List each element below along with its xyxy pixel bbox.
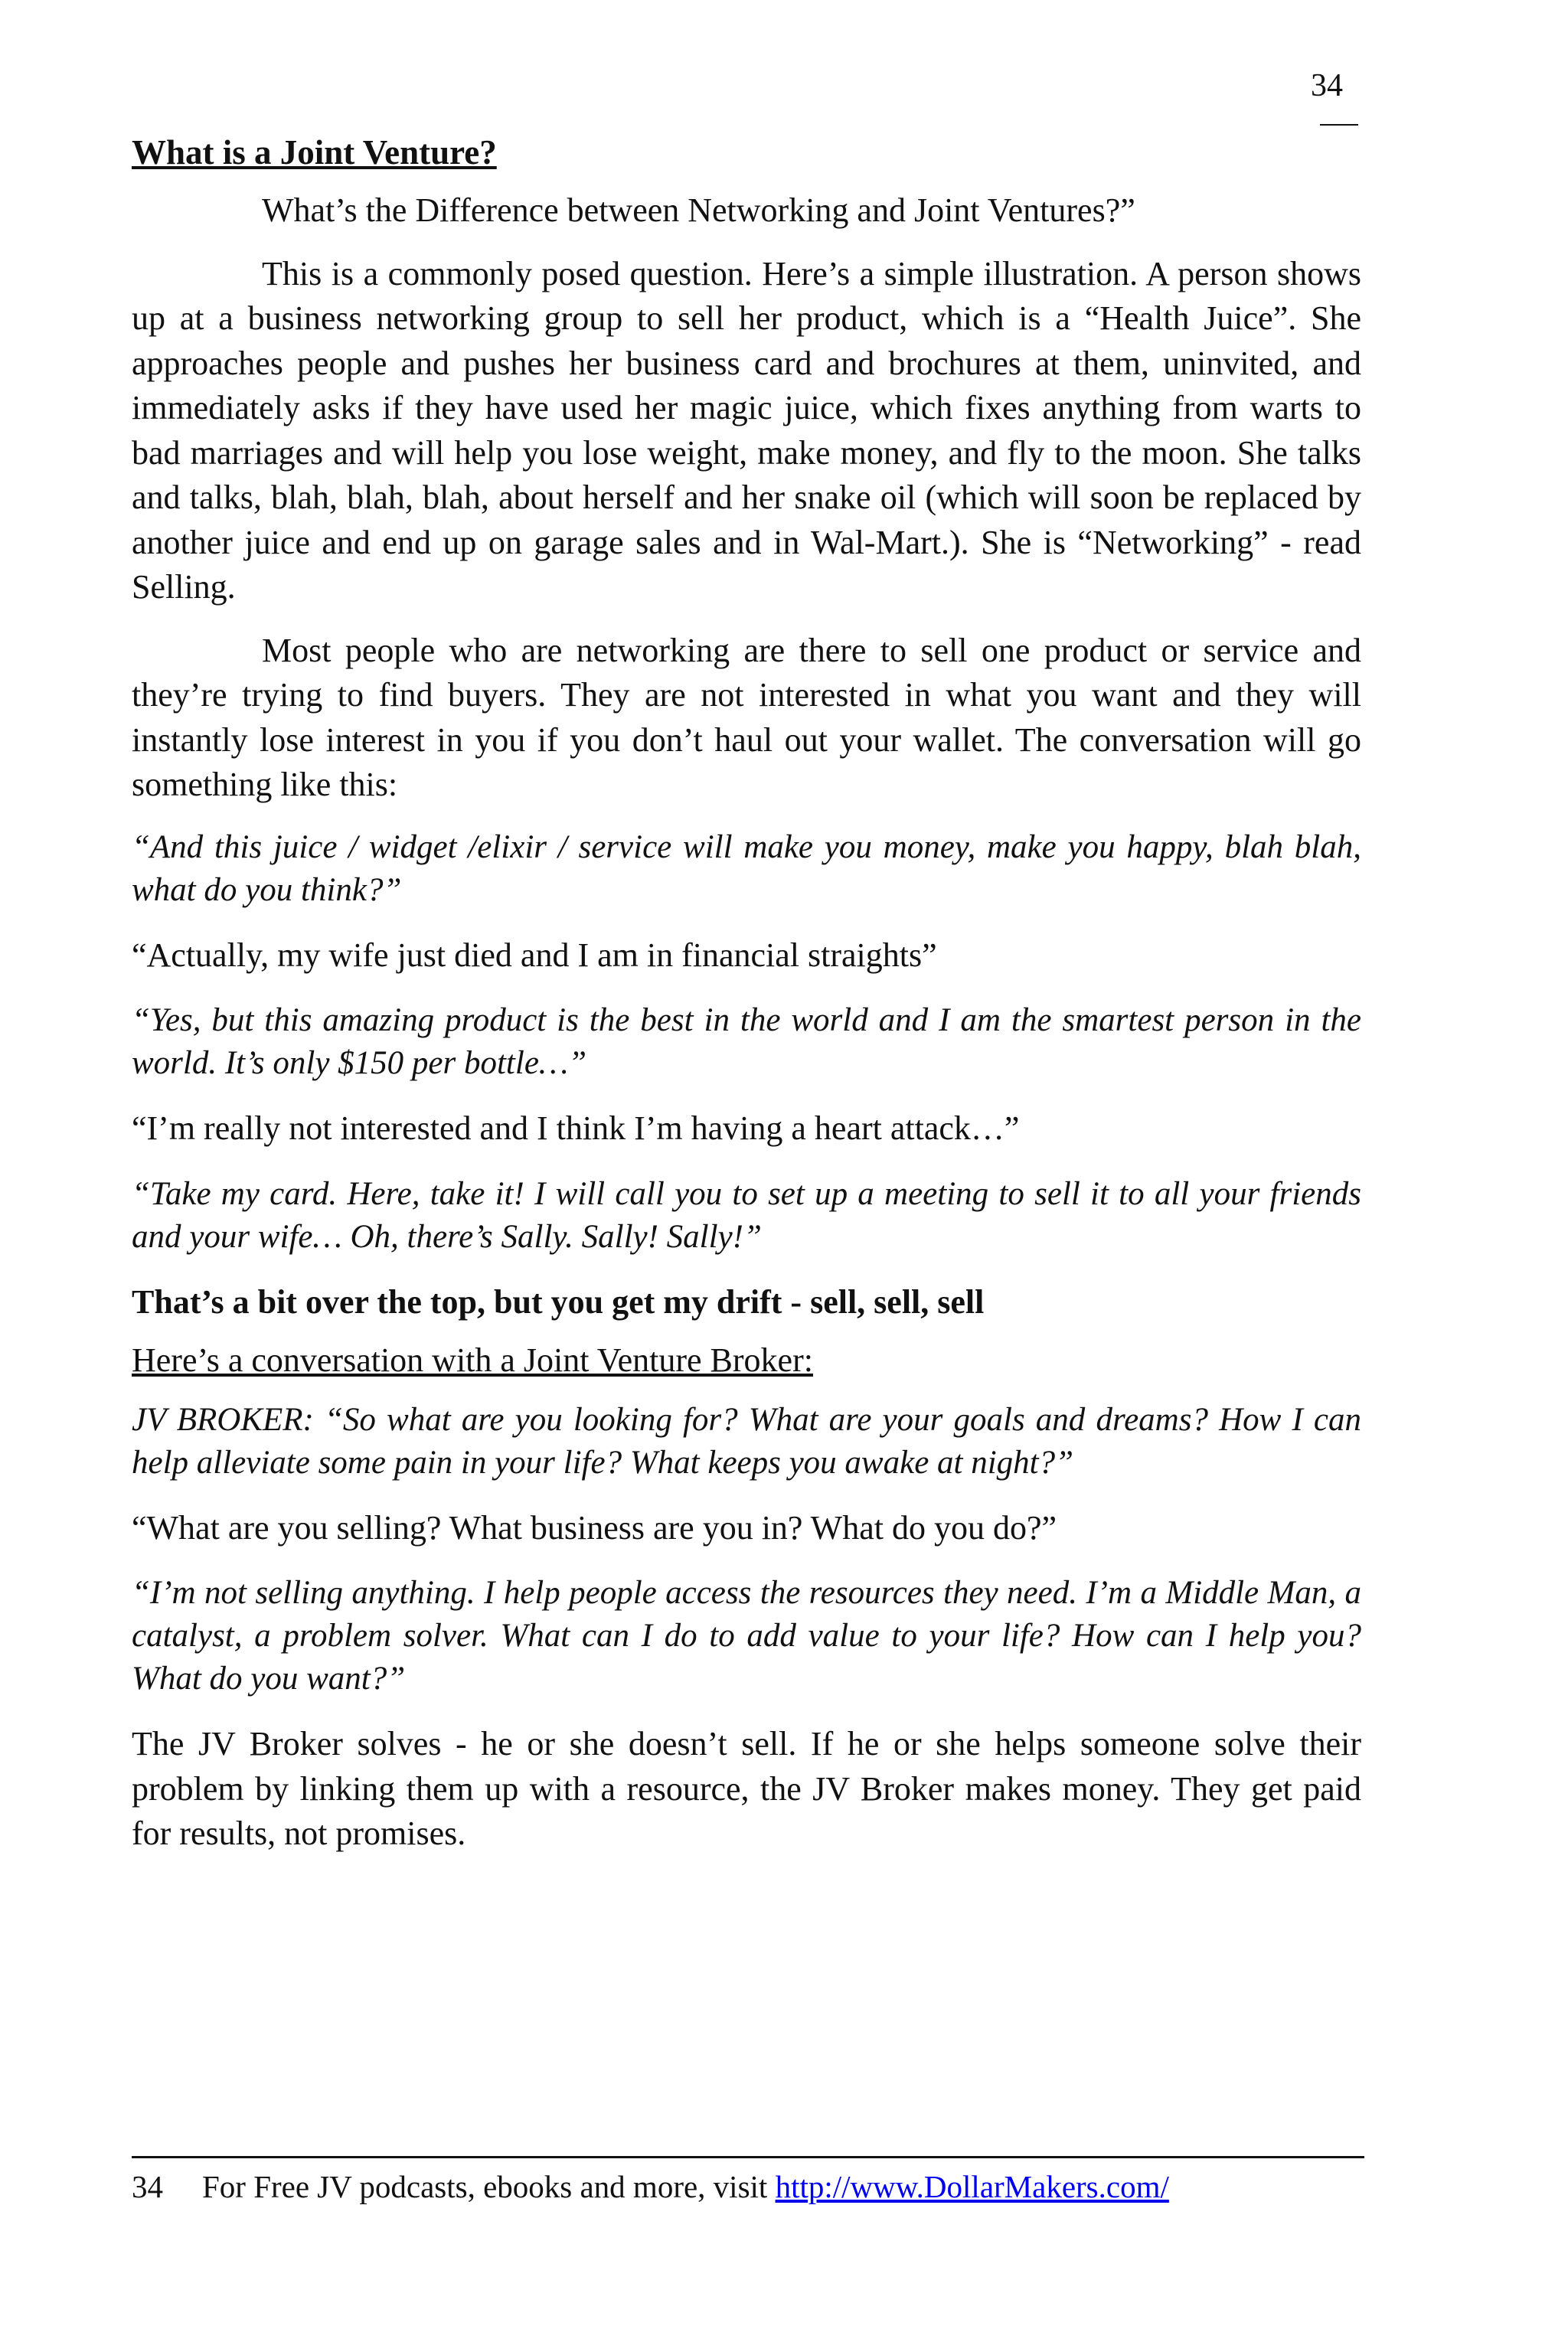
reply-buyer-1: “Actually, my wife just died and I am in financial straights”	[132, 936, 937, 974]
page-number-top: 34	[1311, 68, 1343, 103]
page-number-rule	[1320, 124, 1358, 126]
paragraph-question: What’s the Difference between Networking and Joint Ventures?”	[262, 191, 1135, 229]
paragraph-conclusion: The JV Broker solves - he or she doesn’t sell. If he or she helps someone solve their problem by linking them up with a resource, the JV Broker makes money. They get paid for results, not promises.	[132, 1725, 1361, 1852]
section-heading: What is a Joint Venture?	[132, 133, 497, 172]
document-body	[132, 130, 1361, 1875]
reply-buyer-2: “I’m really not interested and I think I’m having a heart attack…”	[132, 1109, 1020, 1147]
quote-seller-2: “Yes, but this amazing product is the best in the world and I am the smartest person in the world. It’s only $150 per bottle…”	[132, 1002, 1361, 1081]
broker-intro: Here’s a conversation with a Joint Venture Broker:	[132, 1341, 813, 1379]
bold-summary: That’s a bit over the top, but you get my drift - sell, sell, sell	[132, 1282, 985, 1321]
quote-broker-1: JV BROKER: “So what are you looking for? What are your goals and dreams? How I can help alleviate some pain in your life? What keeps you awake at night?”	[132, 1401, 1361, 1481]
page-footer	[132, 2156, 1364, 2206]
quote-seller-3: “Take my card. Here, take it! I will call you to set up a meeting to sell it to all your friends and your wife… Oh, there’s Sally. Sally! Sally!”	[132, 1175, 1361, 1255]
footer-text: For Free JV podcasts, ebooks and more, visit	[202, 2169, 776, 2204]
footer-website-link[interactable]: http://www.DollarMakers.com/	[775, 2169, 1169, 2204]
paragraph-illustration: This is a commonly posed question. Here’s a simple illustration. A person shows up at a business networking group to sell her product, which is a “Health Juice”. She approaches people and pushes her business card and brochures at them, uninvited, and immediately asks if they have used her magic juice, which fixes anything from warts to bad marriages and will help you lose weight, make money, and fly to the moon. She talks and talks, blah, blah, blah, about herself and her snake oil (which will soon be replaced by another juice and end up on garage sales and in Wal-Mart.). She is “Networking” - read Selling.	[132, 254, 1361, 606]
paragraph-networking: Most people who are networking are there to sell one product or service and they’re trying to find buyers. They are not interested in what you want and they will instantly lose interest in you if you don’t haul out your wallet. The conversation will go something like this:	[132, 631, 1361, 803]
quote-broker-2: “I’m not selling anything. I help people access the resources they need. I’m a Middle Man, a catalyst, a problem solver. What can I do to add value to your life? How can I help you? What do you want?”	[132, 1575, 1361, 1697]
quote-seller-1: “And this juice / widget /elixir / service will make you money, make you happy, blah blah, what do you think?”	[132, 828, 1361, 908]
reply-client: “What are you selling? What business are you in? What do you do?”	[132, 1508, 1057, 1547]
footer-page-number: 34	[132, 2169, 163, 2204]
